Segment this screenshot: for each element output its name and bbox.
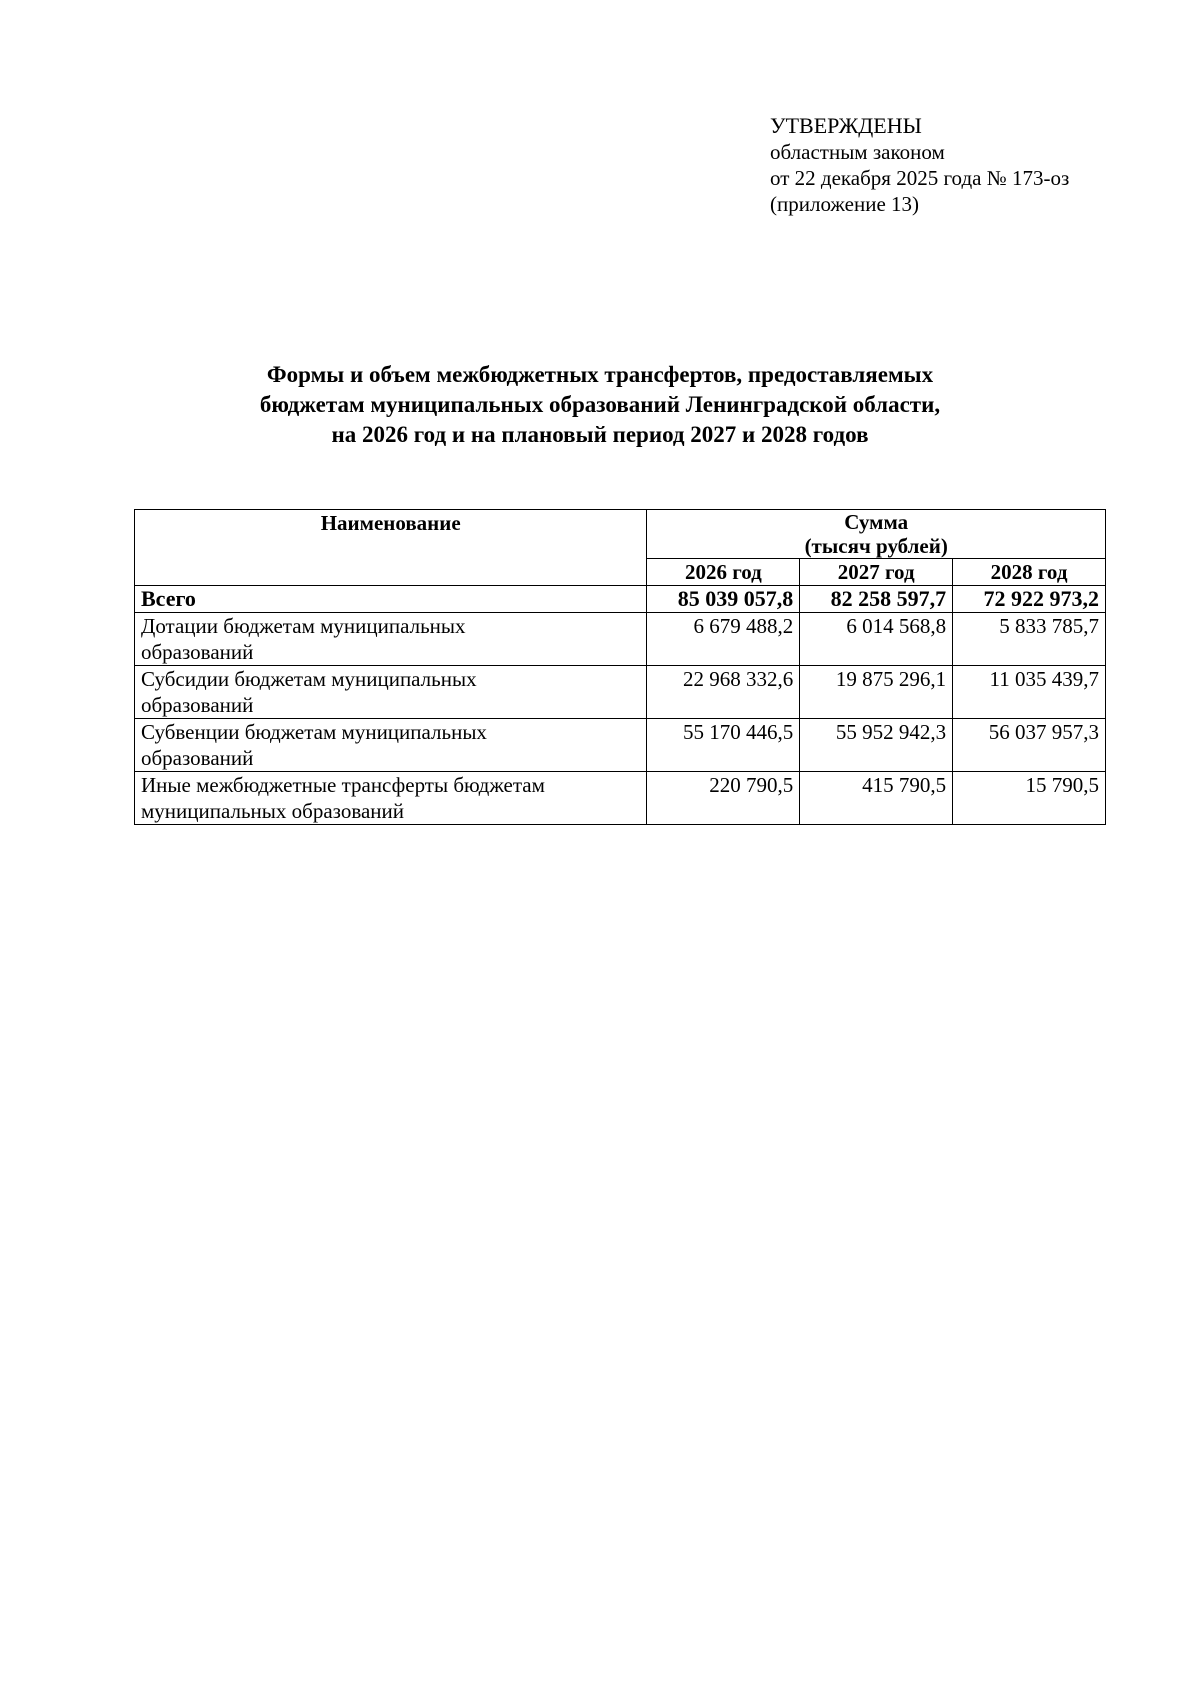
header-row (135, 510, 1106, 559)
row-label (135, 613, 647, 666)
approval-stamp: УТВЕРЖДЕНЫ (770, 113, 922, 138)
sum-column-header (647, 510, 1106, 559)
row-label (135, 719, 647, 772)
row-value-2028: 15 790,5 (953, 772, 1106, 825)
approval-law: областным законом (770, 140, 945, 164)
total-label: Всего (135, 586, 647, 613)
title-line-1: Формы и объем межбюджетных трансфертов, предоставляемых (266, 362, 934, 387)
row-label-line: Субсидии бюджетам муниципальных (141, 667, 477, 691)
total-value-2028: 72 922 973,2 (953, 586, 1106, 613)
row-label-line: Иные межбюджетные трансферты бюджетам (141, 773, 545, 797)
title-line-3: на 2026 год и на плановый период 2027 и 2028 годов (331, 422, 869, 447)
row-value-2028: 56 037 957,3 (953, 719, 1106, 772)
row-value-2027: 6 014 568,8 (800, 613, 953, 666)
row-value-2027: 55 952 942,3 (800, 719, 953, 772)
approval-appendix: (приложение 13) (770, 192, 920, 216)
table-row (135, 772, 1106, 825)
row-value-2026: 6 679 488,2 (647, 613, 800, 666)
row-label (135, 772, 647, 825)
document-title (0, 360, 1200, 450)
total-value-2027: 82 258 597,7 (800, 586, 953, 613)
title-line-2: бюджетам муниципальных образований Ленинградской области, (259, 392, 941, 417)
row-label (135, 666, 647, 719)
table-row (135, 719, 1106, 772)
row-value-2028: 11 035 439,7 (953, 666, 1106, 719)
row-label-line: образований (141, 693, 254, 717)
total-value-2026: 85 039 057,8 (647, 586, 800, 613)
total-row (135, 586, 1106, 613)
row-label-line: образований (141, 640, 254, 664)
row-value-2026: 22 968 332,6 (647, 666, 800, 719)
year-header-2028: 2028 год (953, 559, 1106, 586)
row-value-2027: 19 875 296,1 (800, 666, 953, 719)
year-header-2027: 2027 год (800, 559, 953, 586)
sum-header-unit: (тысяч рублей) (804, 534, 948, 558)
row-label-line: Дотации бюджетам муниципальных (141, 614, 466, 638)
approval-date: от 22 декабря 2025 года № 173-оз (770, 166, 1070, 190)
row-label-line: муниципальных образований (141, 799, 404, 823)
approval-block (770, 113, 1069, 217)
name-column-header: Наименование (135, 510, 647, 586)
sum-header-label: Сумма (844, 510, 909, 534)
transfers-table (134, 509, 1106, 825)
row-value-2027: 415 790,5 (800, 772, 953, 825)
row-value-2026: 55 170 446,5 (647, 719, 800, 772)
row-value-2028: 5 833 785,7 (953, 613, 1106, 666)
row-label-line: образований (141, 746, 254, 770)
row-value-2026: 220 790,5 (647, 772, 800, 825)
table-row (135, 666, 1106, 719)
table-row (135, 613, 1106, 666)
year-header-2026: 2026 год (647, 559, 800, 586)
row-label-line: Субвенции бюджетам муниципальных (141, 720, 487, 744)
